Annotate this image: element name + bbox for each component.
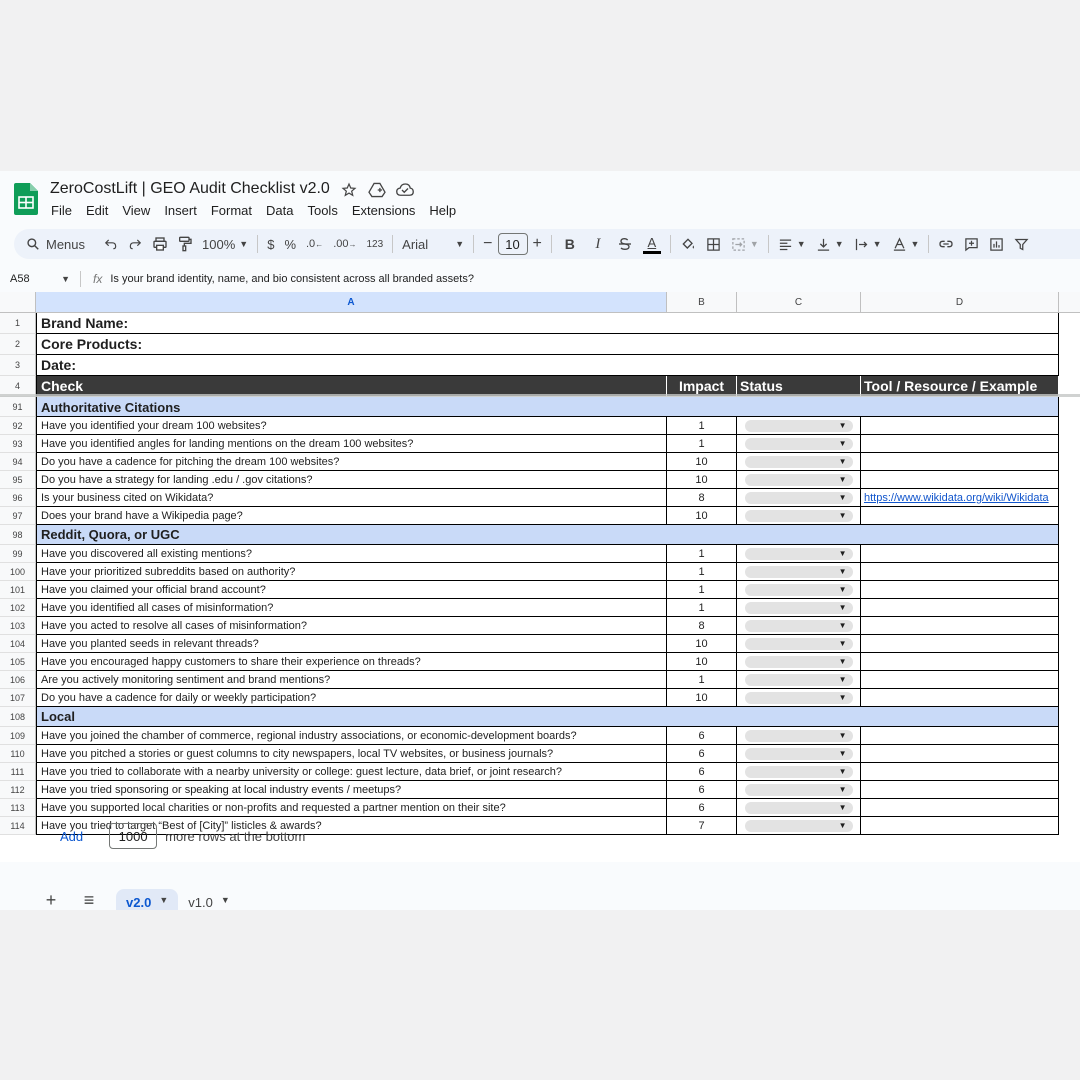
menu-view[interactable]: View xyxy=(122,203,151,218)
impact-cell[interactable]: 8 xyxy=(667,489,737,507)
column-header-b[interactable]: B xyxy=(667,292,737,312)
dropdown-arrow-icon: ▼ xyxy=(838,457,847,466)
tool-cell[interactable] xyxy=(861,781,1059,799)
currency-format-button[interactable]: $ xyxy=(267,236,275,252)
toolbar xyxy=(14,229,1080,259)
check-cell[interactable]: Have you joined the chamber of commerce, regional industry associations, or economic-development boards? xyxy=(36,727,667,745)
tool-header[interactable]: Tool / Resource / Example xyxy=(861,376,1059,397)
status-cell[interactable] xyxy=(737,453,861,471)
status-cell[interactable] xyxy=(737,727,861,745)
column-header-d[interactable]: D xyxy=(861,292,1059,312)
date-cell[interactable]: Date: xyxy=(36,355,1059,376)
check-cell[interactable]: Have you planted seeds in relevant threads? xyxy=(36,635,667,653)
strikethrough-icon[interactable] xyxy=(612,231,638,257)
dropdown-arrow-icon: ▼ xyxy=(838,785,847,794)
tool-cell[interactable] xyxy=(861,745,1059,763)
document-title[interactable]: ZeroCostLift | GEO Audit Checklist v2.0 xyxy=(50,180,330,197)
impact-cell[interactable]: 6 xyxy=(667,781,737,799)
info-row-brand-name xyxy=(0,313,1080,334)
add-rows-control xyxy=(60,823,305,849)
text-color-label: A xyxy=(647,235,657,250)
status-dropdown[interactable] xyxy=(745,692,853,704)
check-cell[interactable]: Have you encouraged happy customers to share their experience on threads? xyxy=(36,653,667,671)
tool-cell[interactable] xyxy=(861,617,1059,635)
status-dropdown[interactable] xyxy=(745,802,853,814)
check-cell[interactable]: Have you tried sponsoring or speaking at local industry events / meetups? xyxy=(36,781,667,799)
row-number[interactable]: 95 xyxy=(0,471,36,489)
tool-cell[interactable] xyxy=(861,817,1059,835)
undo-icon[interactable] xyxy=(99,231,123,257)
chevron-down-icon: ▼ xyxy=(834,239,844,249)
table-row xyxy=(0,635,1080,653)
impact-cell[interactable]: 1 xyxy=(667,545,737,563)
section-title-cell[interactable]: Authoritative Citations xyxy=(36,397,1059,417)
check-cell[interactable]: Have you supported local charities or non-profits and requested a partner mention on their site? xyxy=(36,799,667,817)
impact-cell[interactable]: 6 xyxy=(667,763,737,781)
status-header[interactable]: Status xyxy=(737,376,861,397)
decrease-font-size-button[interactable]: − xyxy=(483,235,493,252)
status-cell[interactable] xyxy=(737,417,861,435)
row-number[interactable]: 110 xyxy=(0,745,36,763)
dropdown-arrow-icon: ▼ xyxy=(838,657,847,666)
arrow-left-icon: ← xyxy=(315,239,324,249)
toolbar-divider xyxy=(257,235,258,253)
tool-cell[interactable] xyxy=(861,799,1059,817)
number-format-button[interactable]: 123 xyxy=(366,238,384,250)
sheet-tabs-bar xyxy=(0,889,1080,910)
cloud-saved-icon[interactable] xyxy=(396,181,414,199)
rows-count-input[interactable]: 1000 xyxy=(109,823,157,849)
brand-name-cell[interactable]: Brand Name: xyxy=(36,313,1059,334)
dropdown-arrow-icon: ▼ xyxy=(838,731,847,740)
status-dropdown[interactable] xyxy=(745,602,853,614)
tool-cell[interactable] xyxy=(861,417,1059,435)
sheet-tab-v2[interactable] xyxy=(116,889,178,910)
status-cell[interactable] xyxy=(737,545,861,563)
impact-cell[interactable]: 1 xyxy=(667,435,737,453)
row-number[interactable]: 96 xyxy=(0,489,36,507)
status-dropdown[interactable] xyxy=(745,548,853,560)
row-number[interactable]: 91 xyxy=(0,397,36,417)
impact-cell[interactable]: 1 xyxy=(667,581,737,599)
sheet-tab-label: v1.0 xyxy=(188,895,213,910)
table-row xyxy=(0,617,1080,635)
filter-icon[interactable] xyxy=(1009,231,1034,257)
row-number[interactable]: 106 xyxy=(0,671,36,689)
text-rotation-icon[interactable] xyxy=(887,231,925,257)
status-cell[interactable] xyxy=(737,581,861,599)
row-number[interactable]: 111 xyxy=(0,763,36,781)
dropdown-arrow-icon: ▼ xyxy=(838,639,847,648)
check-cell[interactable]: Have your prioritized subreddits based on authority? xyxy=(36,563,667,581)
row-number[interactable]: 1 xyxy=(0,313,36,334)
table-row xyxy=(0,671,1080,689)
table-row xyxy=(0,745,1080,763)
table-row xyxy=(0,417,1080,435)
zoom-select[interactable] xyxy=(197,231,253,257)
status-cell[interactable] xyxy=(737,689,861,707)
check-cell[interactable]: Have you identified angles for landing mentions on the dream 100 websites? xyxy=(36,435,667,453)
status-dropdown[interactable] xyxy=(745,784,853,796)
select-all-corner[interactable] xyxy=(0,292,36,312)
impact-cell[interactable]: 1 xyxy=(667,417,737,435)
tool-cell[interactable] xyxy=(861,471,1059,489)
horizontal-align-icon[interactable] xyxy=(773,231,811,257)
search-menus-button[interactable] xyxy=(14,231,99,257)
chevron-down-icon: ▼ xyxy=(455,239,465,249)
table-row xyxy=(0,727,1080,745)
impact-cell[interactable]: 10 xyxy=(667,471,737,489)
check-cell[interactable]: Does your brand have a Wikipedia page? xyxy=(36,507,667,525)
print-icon[interactable] xyxy=(147,231,173,257)
table-row xyxy=(0,599,1080,617)
tool-cell[interactable] xyxy=(861,507,1059,525)
impact-cell[interactable]: 1 xyxy=(667,599,737,617)
check-cell[interactable]: Have you claimed your official brand account? xyxy=(36,581,667,599)
status-cell[interactable] xyxy=(737,763,861,781)
tool-cell[interactable] xyxy=(861,689,1059,707)
status-dropdown[interactable] xyxy=(745,766,853,778)
dropdown-arrow-icon: ▼ xyxy=(838,803,847,812)
row-number[interactable]: 103 xyxy=(0,617,36,635)
row-number[interactable]: 94 xyxy=(0,453,36,471)
dropdown-arrow-icon: ▼ xyxy=(838,767,847,776)
impact-cell[interactable]: 8 xyxy=(667,617,737,635)
status-dropdown[interactable] xyxy=(745,510,853,522)
row-number[interactable]: 105 xyxy=(0,653,36,671)
increase-font-size-button[interactable]: + xyxy=(532,235,542,252)
section-row xyxy=(0,707,1080,727)
paint-format-icon[interactable] xyxy=(173,231,197,257)
status-dropdown[interactable] xyxy=(745,656,853,668)
impact-cell[interactable]: 10 xyxy=(667,653,737,671)
status-cell[interactable] xyxy=(737,799,861,817)
chevron-down-icon: ▼ xyxy=(159,895,169,905)
decrease-decimal-label: .0 xyxy=(306,238,316,250)
italic-button[interactable]: I xyxy=(595,235,601,252)
check-cell[interactable]: Is your business cited on Wikidata? xyxy=(36,489,667,507)
row-number[interactable]: 3 xyxy=(0,355,36,376)
status-cell[interactable] xyxy=(737,507,861,525)
tool-cell[interactable] xyxy=(861,435,1059,453)
menu-data[interactable]: Data xyxy=(266,203,294,218)
sheet-tab-v1[interactable] xyxy=(178,889,240,910)
row-number[interactable]: 108 xyxy=(0,707,36,727)
sheet-grid xyxy=(0,292,1080,862)
status-dropdown[interactable] xyxy=(745,620,853,632)
tool-cell[interactable] xyxy=(861,653,1059,671)
impact-cell[interactable]: 10 xyxy=(667,507,737,525)
chevron-down-icon: ▼ xyxy=(910,239,920,249)
move-to-drive-icon[interactable] xyxy=(368,181,386,199)
menu-insert[interactable]: Insert xyxy=(164,203,197,218)
column-header-a[interactable]: A xyxy=(36,292,667,312)
dropdown-arrow-icon: ▼ xyxy=(838,475,847,484)
tool-cell[interactable] xyxy=(861,563,1059,581)
info-row-date xyxy=(0,355,1080,376)
formula-input[interactable]: Is your brand identity, name, and bio consistent across all branded assets? xyxy=(110,273,474,285)
status-cell[interactable] xyxy=(737,781,861,799)
tool-cell[interactable] xyxy=(861,727,1059,745)
insert-chart-icon[interactable] xyxy=(984,231,1009,257)
row-number[interactable]: 2 xyxy=(0,334,36,355)
status-cell[interactable] xyxy=(737,635,861,653)
menus-label: Menus xyxy=(46,236,86,252)
chevron-down-icon: ▼ xyxy=(239,239,249,249)
frozen-rows-divider[interactable] xyxy=(0,394,1080,397)
status-cell[interactable] xyxy=(737,617,861,635)
check-cell[interactable]: Do you have a strategy for landing .edu / .gov citations? xyxy=(36,471,667,489)
sheets-logo-icon[interactable] xyxy=(14,183,38,215)
status-dropdown[interactable] xyxy=(745,674,853,686)
font-family-select[interactable] xyxy=(397,231,469,257)
status-cell[interactable] xyxy=(737,817,861,835)
row-number[interactable]: 100 xyxy=(0,563,36,581)
name-box[interactable] xyxy=(0,273,80,285)
table-row xyxy=(0,435,1080,453)
more-rows-label: more rows at the bottom xyxy=(165,828,306,844)
zoom-value: 100% xyxy=(202,236,236,252)
table-row xyxy=(0,453,1080,471)
chevron-down-icon: ▼ xyxy=(61,274,70,284)
menu-extensions[interactable]: Extensions xyxy=(351,203,416,218)
row-number[interactable]: 101 xyxy=(0,581,36,599)
increase-decimal-label: .00 xyxy=(333,238,349,250)
impact-cell[interactable]: 6 xyxy=(667,727,737,745)
chevron-down-icon: ▼ xyxy=(749,239,759,249)
toolbar-divider xyxy=(551,235,552,253)
dropdown-arrow-icon: ▼ xyxy=(838,585,847,594)
table-row xyxy=(0,781,1080,799)
fill-color-icon[interactable] xyxy=(675,231,701,257)
chevron-down-icon: ▼ xyxy=(872,239,882,249)
chevron-down-icon: ▼ xyxy=(796,239,806,249)
insert-comment-icon[interactable] xyxy=(959,231,984,257)
menu-format[interactable]: Format xyxy=(210,203,252,218)
tool-cell[interactable] xyxy=(861,635,1059,653)
toolbar-divider xyxy=(928,235,929,253)
chevron-down-icon: ▼ xyxy=(220,895,230,905)
status-cell[interactable] xyxy=(737,745,861,763)
check-cell[interactable]: Have you pitched a stories or guest columns to city newspapers, local TV websites, or business journals? xyxy=(36,745,667,763)
text-color-swatch xyxy=(643,251,661,254)
status-dropdown[interactable] xyxy=(745,820,853,832)
bold-button[interactable]: B xyxy=(564,236,575,252)
menu-tools[interactable]: Tools xyxy=(307,203,338,218)
dropdown-arrow-icon: ▼ xyxy=(838,439,847,448)
search-icon xyxy=(26,237,40,251)
menu-edit[interactable]: Edit xyxy=(85,203,109,218)
decrease-decimal-button[interactable] xyxy=(301,231,328,257)
insert-link-icon[interactable] xyxy=(933,231,959,257)
status-cell[interactable] xyxy=(737,653,861,671)
table-row xyxy=(0,545,1080,563)
check-cell[interactable]: Are you actively monitoring sentiment and brand mentions? xyxy=(36,671,667,689)
formula-bar xyxy=(0,267,1080,291)
status-dropdown[interactable] xyxy=(745,438,853,450)
dropdown-arrow-icon: ▼ xyxy=(838,821,847,830)
row-number[interactable]: 112 xyxy=(0,781,36,799)
tool-cell[interactable] xyxy=(861,671,1059,689)
resource-link[interactable]: https://www.wikidata.org/wiki/Wikidata xyxy=(864,491,1049,504)
check-cell[interactable]: Do you have a cadence for pitching the dream 100 websites? xyxy=(36,453,667,471)
arrow-right-icon: → xyxy=(348,239,357,249)
dropdown-arrow-icon: ▼ xyxy=(838,603,847,612)
status-dropdown[interactable] xyxy=(745,456,853,468)
status-dropdown[interactable] xyxy=(745,566,853,578)
row-number[interactable]: 93 xyxy=(0,435,36,453)
section-row xyxy=(0,525,1080,545)
percent-format-button[interactable]: % xyxy=(284,236,296,252)
impact-cell[interactable]: 1 xyxy=(667,563,737,581)
impact-cell[interactable]: 10 xyxy=(667,635,737,653)
vertical-align-icon[interactable] xyxy=(811,231,849,257)
section-row xyxy=(0,397,1080,417)
status-cell[interactable] xyxy=(737,671,861,689)
row-number[interactable]: 102 xyxy=(0,599,36,617)
status-dropdown[interactable] xyxy=(745,420,853,432)
status-dropdown[interactable] xyxy=(745,638,853,650)
impact-cell[interactable]: 1 xyxy=(667,671,737,689)
menu-file[interactable]: File xyxy=(51,203,72,218)
dropdown-arrow-icon: ▼ xyxy=(838,549,847,558)
add-rows-button[interactable]: Add xyxy=(60,828,84,844)
increase-decimal-button[interactable] xyxy=(328,231,361,257)
impact-cell[interactable]: 7 xyxy=(667,817,737,835)
dropdown-arrow-icon: ▼ xyxy=(838,621,847,630)
menu-bar xyxy=(44,201,463,220)
status-dropdown[interactable] xyxy=(745,584,853,596)
row-number[interactable]: 92 xyxy=(0,417,36,435)
status-dropdown[interactable] xyxy=(745,748,853,760)
toolbar-divider xyxy=(392,235,393,253)
impact-cell[interactable]: 10 xyxy=(667,453,737,471)
status-cell[interactable] xyxy=(737,599,861,617)
core-products-cell[interactable]: Core Products: xyxy=(36,334,1059,355)
row-number[interactable]: 99 xyxy=(0,545,36,563)
impact-cell[interactable]: 10 xyxy=(667,689,737,707)
spreadsheet-app xyxy=(0,171,1080,910)
function-icon: fx xyxy=(93,272,103,286)
toolbar-divider xyxy=(473,235,474,253)
row-number[interactable]: 114 xyxy=(0,817,36,835)
tool-cell[interactable] xyxy=(861,763,1059,781)
toolbar-divider xyxy=(768,235,769,253)
row-number[interactable]: 109 xyxy=(0,727,36,745)
row-number[interactable]: 98 xyxy=(0,525,36,545)
impact-cell[interactable]: 6 xyxy=(667,745,737,763)
menu-help[interactable]: Help xyxy=(429,203,457,218)
check-header[interactable]: Check xyxy=(36,376,667,397)
font-family-value: Arial xyxy=(402,236,429,252)
text-wrapping-icon[interactable] xyxy=(849,231,887,257)
table-row xyxy=(0,563,1080,581)
check-cell[interactable]: Have you tried to collaborate with a nearby university or college: guest lecture, data brief, or joint research? xyxy=(36,763,667,781)
table-row xyxy=(0,489,1080,507)
table-row xyxy=(0,471,1080,489)
status-cell[interactable] xyxy=(737,563,861,581)
check-cell[interactable]: Have you discovered all existing mentions? xyxy=(36,545,667,563)
table-row xyxy=(0,763,1080,781)
cell-reference: A58 xyxy=(10,273,30,285)
table-row xyxy=(0,581,1080,599)
column-header-c[interactable]: C xyxy=(737,292,861,312)
status-cell[interactable] xyxy=(737,471,861,489)
tool-cell[interactable] xyxy=(861,489,1059,507)
table-row xyxy=(0,799,1080,817)
status-dropdown[interactable] xyxy=(745,474,853,486)
dropdown-arrow-icon: ▼ xyxy=(838,421,847,430)
row-number[interactable]: 113 xyxy=(0,799,36,817)
borders-icon[interactable] xyxy=(701,231,726,257)
status-dropdown[interactable] xyxy=(745,730,853,742)
section-title-cell[interactable]: Reddit, Quora, or UGC xyxy=(36,525,1059,545)
check-cell[interactable]: Have you identified all cases of misinformation? xyxy=(36,599,667,617)
all-sheets-icon[interactable]: ≡ xyxy=(83,889,95,910)
tool-cell[interactable] xyxy=(861,453,1059,471)
dropdown-arrow-icon: ▼ xyxy=(838,567,847,576)
status-cell[interactable] xyxy=(737,435,861,453)
dropdown-arrow-icon: ▼ xyxy=(838,749,847,758)
check-cell[interactable]: Have you acted to resolve all cases of misinformation? xyxy=(36,617,667,635)
font-size-input[interactable]: 10 xyxy=(498,233,528,255)
redo-icon[interactable] xyxy=(123,231,147,257)
status-dropdown[interactable] xyxy=(745,492,853,504)
star-icon[interactable] xyxy=(340,181,358,199)
formula-divider xyxy=(80,271,81,287)
table-row xyxy=(0,507,1080,525)
tool-cell[interactable] xyxy=(861,599,1059,617)
toolbar-divider xyxy=(670,235,671,253)
check-cell[interactable]: Have you identified your dream 100 websites? xyxy=(36,417,667,435)
row-number[interactable]: 4 xyxy=(0,376,36,397)
add-sheet-icon[interactable]: + xyxy=(45,889,57,910)
text-color-button[interactable] xyxy=(638,230,666,258)
check-cell[interactable]: Have you tried to target “Best of [City]” listicles & awards? xyxy=(36,817,667,835)
section-title-cell[interactable]: Local xyxy=(36,707,1059,727)
table-row xyxy=(0,689,1080,707)
table-row xyxy=(0,653,1080,671)
dropdown-arrow-icon: ▼ xyxy=(838,511,847,520)
tool-cell[interactable] xyxy=(861,581,1059,599)
tool-cell[interactable] xyxy=(861,545,1059,563)
dropdown-arrow-icon: ▼ xyxy=(838,693,847,702)
info-row-core-products xyxy=(0,334,1080,355)
impact-cell[interactable]: 6 xyxy=(667,799,737,817)
check-cell[interactable]: Do you have a cadence for daily or weekly participation? xyxy=(36,689,667,707)
dropdown-arrow-icon: ▼ xyxy=(838,675,847,684)
row-number[interactable]: 104 xyxy=(0,635,36,653)
dropdown-arrow-icon: ▼ xyxy=(838,493,847,502)
impact-header[interactable]: Impact xyxy=(667,376,737,397)
merge-cells-icon[interactable] xyxy=(726,231,764,257)
status-cell[interactable] xyxy=(737,489,861,507)
column-header-row xyxy=(0,292,1080,313)
row-number[interactable]: 107 xyxy=(0,689,36,707)
row-number[interactable]: 97 xyxy=(0,507,36,525)
sheet-tab-label: v2.0 xyxy=(126,895,152,910)
